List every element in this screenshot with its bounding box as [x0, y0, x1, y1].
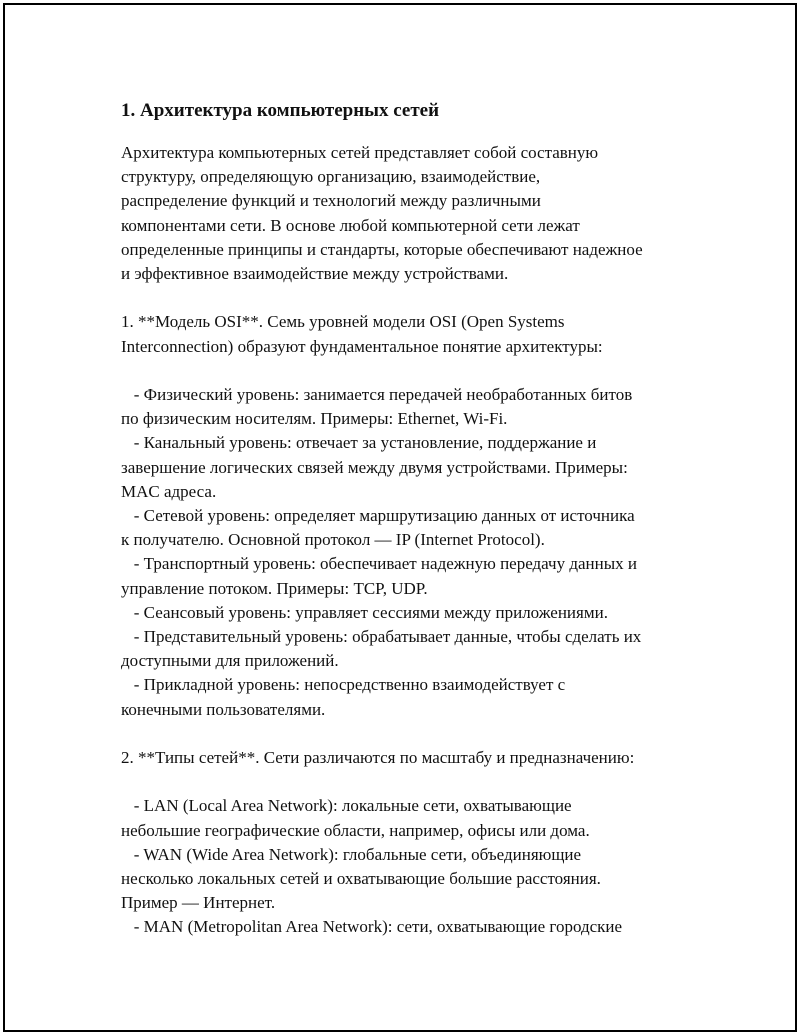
list-item-line: - WAN (Wide Area Network): глобальные сети, объединяющие	[121, 844, 582, 864]
list-item-line: - Прикладной уровень: непосредственно взаимодействует с	[121, 675, 566, 695]
list-item-line: MAC адреса.	[121, 481, 217, 501]
text-line: структуру, определяющую организацию, взаимодействие,	[121, 167, 541, 187]
paragraph-osi-model	[121, 310, 711, 358]
list-item-line: - Канальный уровень: отвечает за установление, поддержание и	[121, 433, 597, 453]
list-item-line: - MAN (Metropolitan Area Network): сети, охватывающие городские	[121, 917, 623, 937]
text-line: компонентами сети. В основе любой компьютерной сети лежат	[121, 215, 580, 235]
list-item-line: несколько локальных сетей и охватывающие большие расстояния.	[121, 869, 601, 889]
text-line: Архитектура компьютерных сетей представляет собой составную	[121, 143, 599, 162]
document-body	[121, 97, 711, 940]
text-line: 1. **Модель OSI**. Семь уровней модели OSI (Open Systems	[121, 312, 565, 332]
list-item-line: Пример — Интернет.	[121, 893, 276, 913]
list-item-line: доступными для приложений.	[121, 651, 339, 671]
text-line: определенные принципы и стандарты, которые обеспечивают надежное	[121, 239, 643, 259]
text-line: Interconnection) образуют фундаментальное понятие архитектуры:	[121, 336, 603, 356]
list-item-line: небольшие географические области, например, офисы или дома.	[121, 820, 590, 840]
paragraph-intro	[121, 141, 711, 286]
list-item-line: завершение логических связей между двумя устройствами. Примеры:	[121, 457, 628, 477]
list-network-types	[121, 794, 711, 939]
paragraph-gap	[121, 722, 711, 746]
paragraph-network-types	[121, 746, 711, 770]
list-item-line: конечными пользователями.	[121, 699, 326, 719]
list-item-line: - LAN (Local Area Network): локальные сети, охватывающие	[121, 796, 572, 816]
list-item-line: - Представительный уровень: обрабатывает данные, чтобы сделать их	[121, 627, 642, 647]
list-osi-layers	[121, 383, 711, 722]
page-frame	[3, 3, 797, 1032]
paragraph-gap	[121, 286, 711, 310]
paragraph-gap	[121, 770, 711, 794]
list-item-line: управление потоком. Примеры: TCP, UDP.	[121, 578, 428, 598]
section-heading: 1. Архитектура компьютерных сетей	[121, 100, 440, 121]
paragraph-gap	[121, 359, 711, 383]
list-item-line: - Транспортный уровень: обеспечивает надежную передачу данных и	[121, 554, 638, 574]
list-item-line: к получателю. Основной протокол — IP (Internet Protocol).	[121, 530, 545, 550]
list-item-line: - Сеансовый уровень: управляет сессиями между приложениями.	[121, 602, 608, 622]
list-item-line: по физическим носителям. Примеры: Ethernet, Wi-Fi.	[121, 409, 508, 429]
text-line: и эффективное взаимодействие между устройствами.	[121, 264, 509, 284]
text-line: 2. **Типы сетей**. Сети различаются по масштабу и предназначению:	[121, 748, 635, 768]
text-line: распределение функций и технологий между различными	[121, 191, 541, 211]
list-item-line: - Физический уровень: занимается передачей необработанных битов	[121, 385, 633, 404]
list-item-line: - Сетевой уровень: определяет маршрутизацию данных от источника	[121, 506, 635, 526]
